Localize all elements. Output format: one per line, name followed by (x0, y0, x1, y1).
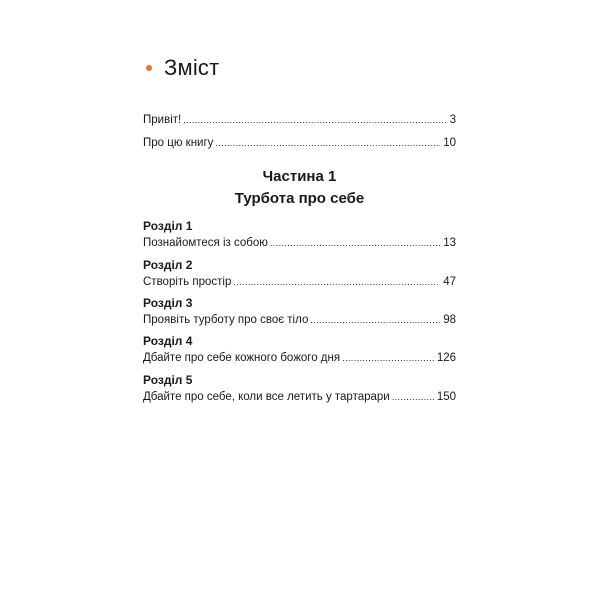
chapter-title: Розділ 1 (143, 219, 193, 233)
part-title: Турбота про себе (234, 190, 365, 207)
chapter-block (143, 258, 456, 289)
chapter-block (143, 334, 456, 365)
dot-leader (183, 113, 446, 127)
entry-page-number: 150 (436, 391, 456, 403)
part-number: Частина 1 (262, 168, 337, 185)
toc-entry (143, 136, 456, 150)
toc-entry (143, 275, 456, 289)
toc-heading (146, 53, 219, 83)
dot-leader (342, 351, 434, 365)
entry-page-number: 10 (443, 137, 456, 149)
toc-title: Зміст (164, 55, 220, 80)
dot-leader (233, 275, 440, 289)
toc-entry (143, 313, 456, 327)
chapter-block (143, 219, 456, 250)
dot-leader (392, 390, 434, 404)
entry-label: Створіть простір (143, 276, 232, 288)
chapter-block (143, 373, 456, 404)
entry-label: Про цю книгу (143, 137, 214, 149)
toc-entry (143, 236, 456, 250)
entry-label: Познайомтеся із собою (143, 237, 268, 249)
dot-leader (215, 136, 440, 150)
entry-page-number: 13 (443, 237, 456, 249)
chapter-title: Розділ 5 (143, 373, 193, 387)
dot-leader (270, 236, 440, 250)
part-heading (143, 166, 456, 210)
entry-page-number: 3 (449, 114, 456, 126)
intro-entries (143, 113, 456, 150)
entry-page-number: 98 (443, 314, 456, 326)
entry-label: Привіт! (143, 114, 182, 126)
dot-leader (310, 313, 440, 327)
toc-entry (143, 390, 456, 404)
entry-page-number: 126 (436, 352, 456, 364)
entry-page-number: 47 (443, 276, 456, 288)
chapter-title: Розділ 4 (143, 334, 193, 348)
bullet-icon (146, 65, 152, 71)
toc-entry (143, 351, 456, 365)
entry-label: Дбайте про себе кожного божого дня (143, 352, 341, 364)
entry-label: Проявіть турботу про своє тіло (143, 314, 309, 326)
toc-entry (143, 113, 456, 127)
entry-label: Дбайте про себе, коли все летить у тартарари (143, 391, 390, 403)
chapter-block (143, 296, 456, 327)
chapter-title: Розділ 3 (143, 296, 193, 310)
chapter-title: Розділ 2 (143, 258, 193, 272)
